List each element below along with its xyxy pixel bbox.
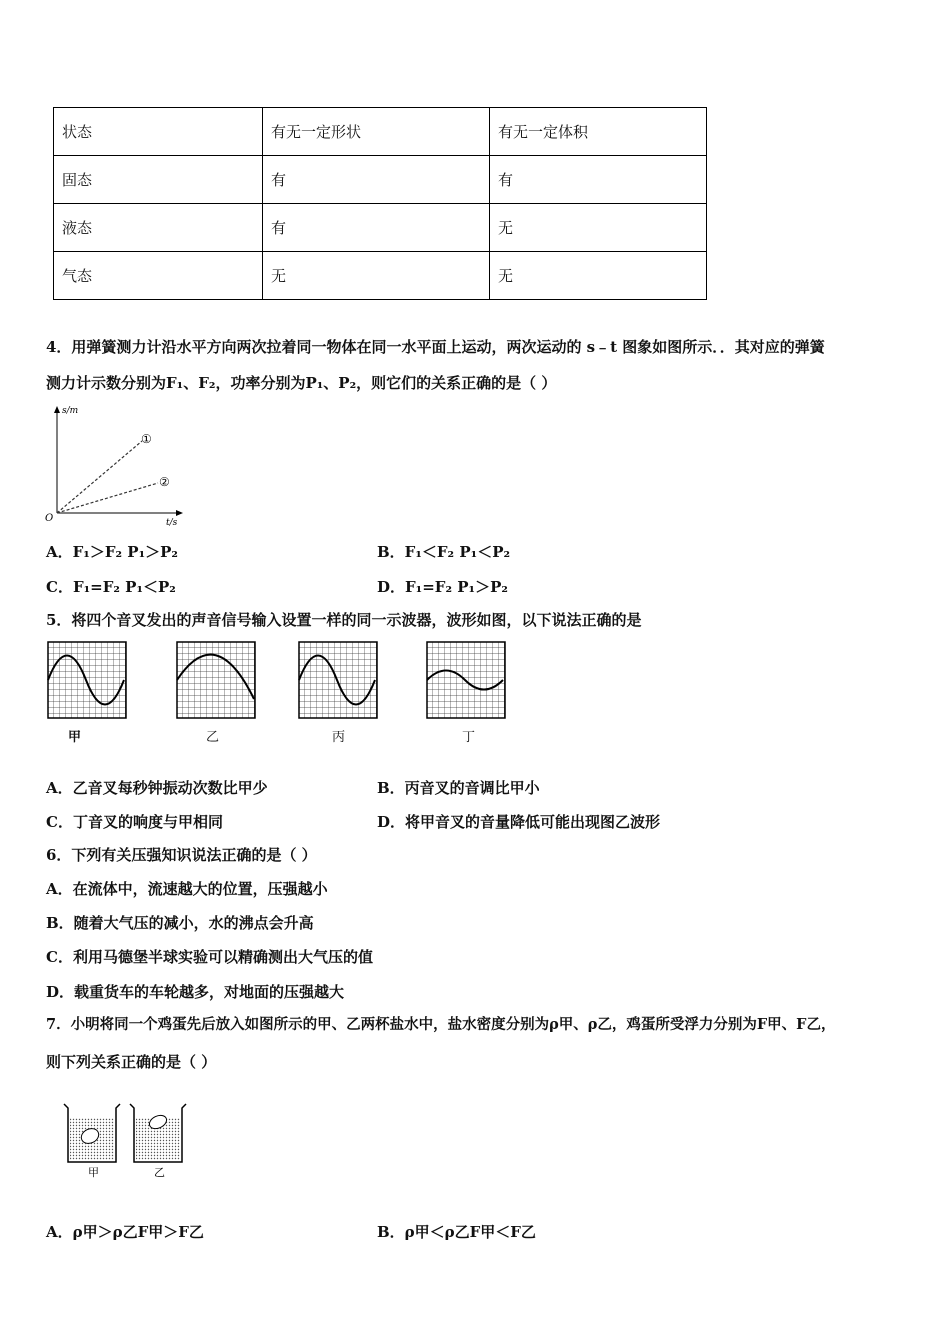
table-cell: 无 [490,252,707,300]
question-4-line-2: 测力计示数分别为F₁、F₂，功率分别为P₁、P₂，则它们的关系正确的是（ ） [46,374,557,392]
y-axis-label: s/m [62,406,79,416]
beaker-jia [64,1104,120,1162]
table-row [54,156,707,204]
waveform-yi [176,641,256,719]
question-7-line-2: 则下列关系正确的是（ ） [46,1053,217,1071]
q5-option-b: B．丙音叉的音调比甲小 [377,779,540,797]
q6-option-b: B．随着大气压的减小，水的沸点会升高 [46,914,314,932]
q4-option-d: D．F₁=F₂ P₁＞P₂ [377,578,508,596]
table-cell: 有无一定形状 [263,108,490,156]
question-5-text: 5．将四个音叉发出的声音信号输入设置一样的同一示波器，波形如图，以下说法正确的是 [46,611,642,629]
q5-option-c: C．丁音叉的响度与甲相同 [46,813,223,831]
table-cell: 气态 [54,252,263,300]
graph-line-1 [57,441,142,513]
waveform-label-yi: 乙 [206,730,220,745]
q7-option-b: B．ρ甲＜ρ乙F甲＜F乙 [377,1223,536,1241]
q7-option-a: A．ρ甲＞ρ乙F甲＞F乙 [46,1223,204,1241]
table-row [54,252,707,300]
q4-option-b: B．F₁＜F₂ P₁＜P₂ [377,543,511,561]
table-cell: 液态 [54,204,263,252]
graph-line-2 [57,483,158,513]
x-axis-label: t/s [166,518,178,528]
beaker-label-jia: 甲 [88,1166,99,1179]
q6-option-c: C．利用马德堡半球实验可以精确测出大气压的值 [46,948,373,966]
waveform-ding [426,641,506,719]
x-axis-arrow [176,510,183,516]
beaker-label-yi: 乙 [154,1166,165,1179]
table-cell: 无 [490,204,707,252]
table-cell: 状态 [54,108,263,156]
table-row [54,108,707,156]
y-axis-arrow [54,406,60,413]
states-table [53,107,707,300]
table-cell: 有 [263,204,490,252]
q6-option-d: D．载重货车的车轮越多，对地面的压强越大 [46,983,345,1001]
line-2-label: ② [159,475,170,489]
q4-option-c: C．F₁=F₂ P₁＜P₂ [46,578,176,596]
q5-option-a: A．乙音叉每秒钟振动次数比甲少 [46,779,268,797]
q5-option-d: D．将甲音叉的音量降低可能出现图乙波形 [377,813,661,831]
waveform-bing [298,641,378,719]
s-t-graph [40,403,190,528]
beaker-yi [130,1104,186,1162]
table-cell: 固态 [54,156,263,204]
waveform-jia [47,641,127,719]
beakers-figure [60,1100,200,1180]
q4-option-a: A．F₁＞F₂ P₁＞P₂ [46,543,178,561]
waveform-label-jia: 甲 [68,730,82,745]
table-cell: 有 [263,156,490,204]
q6-option-a: A．在流体中，流速越大的位置，压强越小 [46,880,328,898]
origin-label: O [45,513,54,524]
table-cell: 有无一定体积 [490,108,707,156]
waveform-label-ding: 丁 [462,730,476,745]
question-6-text: 6．下列有关压强知识说法正确的是（ ） [46,846,317,864]
line-1-label: ① [141,432,152,446]
table-cell: 有 [490,156,707,204]
question-4-line-1: 4．用弹簧测力计沿水平方向两次拉着同一物体在同一水平面上运动，两次运动的 s﹣t 图象如图所示．．其对应的弹簧 [46,338,825,356]
waveform-label-bing: 丙 [332,730,346,745]
table-row [54,204,707,252]
question-7-line-1: 7．小明将同一个鸡蛋先后放入如图所示的甲、乙两杯盐水中，盐水密度分别为ρ甲、ρ乙，鸡蛋所受浮力分别为F甲、F乙， [46,1016,836,1033]
table-cell: 无 [263,252,490,300]
